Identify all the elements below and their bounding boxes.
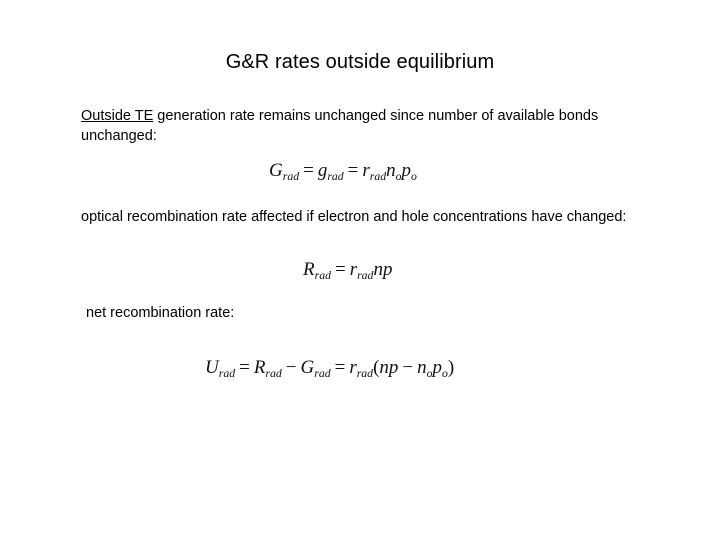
eq1-t1: g [317, 160, 328, 181]
eq2-t1: r [349, 259, 358, 280]
eq3-op2: − [285, 357, 297, 378]
paragraph-generation-text: generation rate remains unchanged since number of available bonds unchanged: [81, 108, 599, 144]
eq3-lparen: ( [373, 357, 380, 378]
eq2-t1-sub: rad [357, 269, 374, 283]
paragraph-net-recombination: net recombination rate: [86, 305, 235, 321]
eq2-t2: np [373, 259, 393, 280]
eq3-t3: r [349, 357, 357, 378]
eq3-t2-sub: rad [314, 367, 331, 381]
eq3-t6-sub: o [442, 367, 448, 381]
eq3-t1-sub: rad [265, 367, 282, 381]
outside-te-link[interactable]: Outside TE [81, 108, 154, 124]
eq1-lhs-sub: rad [282, 170, 300, 184]
eq3-t6: p [432, 357, 443, 378]
eq1-op1: = [303, 160, 314, 181]
eq3-op1: = [239, 357, 250, 378]
eq3-t5-sub: o [426, 367, 433, 381]
eq3-t2: G [300, 357, 315, 378]
slide-title: G&R rates outside equilibrium [225, 51, 495, 73]
eq1-t4: p [401, 160, 412, 181]
eq1-t1-sub: rad [327, 170, 344, 184]
eq3-op3: = [334, 357, 346, 378]
eq3-t4: np [379, 357, 399, 378]
equation-net-recombination-rate [205, 357, 454, 379]
eq1-t2-sub: rad [369, 170, 387, 184]
equation-generation-rate [269, 160, 417, 182]
eq1-t3: n [386, 160, 396, 181]
paragraph-recombination: optical recombination rate affected if electron and hole concentrations have changed: [81, 209, 627, 225]
eq2-lhs: R [303, 259, 315, 280]
eq3-t3-sub: rad [356, 367, 374, 381]
eq3-rparen: ) [447, 357, 455, 378]
eq2-lhs-sub: rad [314, 269, 331, 283]
eq1-t3-sub: o [395, 170, 402, 184]
eq2-op1: = [334, 259, 346, 280]
eq1-t4-sub: o [411, 170, 417, 184]
eq3-t1: R [253, 357, 266, 378]
eq3-lhs: U [205, 357, 219, 378]
eq3-t5: n [417, 357, 427, 378]
equation-recombination-rate [303, 259, 392, 281]
eq3-lhs-sub: rad [218, 367, 236, 381]
eq1-op2: = [347, 160, 359, 181]
eq1-lhs: G [269, 160, 283, 181]
eq1-t2: r [362, 160, 370, 181]
paragraph-generation [81, 106, 641, 146]
eq3-op4: − [402, 357, 414, 378]
